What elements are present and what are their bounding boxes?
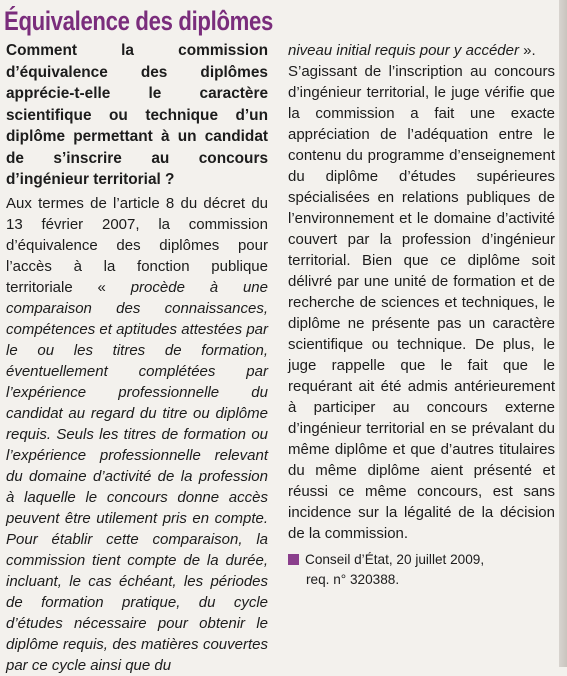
page-edge: [559, 0, 567, 667]
decree-quote-end: niveau initial requis pour y accéder: [288, 42, 519, 59]
left-intro-text: Aux termes de l’article 8 du décret du 13 février 2007, la commission d’équivalence des diplômes pour l’accès à la fonction publique territoriale «: [6, 194, 268, 296]
case-reference: [288, 550, 555, 590]
right-paragraph-body: S’agissant de l’inscription au concours d’ingénieur territorial, le juge vérifie que la commission a fait une exacte appréciation de l’adéquation entre le contenu du programme d’enseignement du diplôme d’études supérieures spécialisées en relations publiques de l’environnement et le domaine d’activité couvert par la profession d’ingénieur territorial. Bien que ce diplôme soit délivré par une unité de formation et de recherche de sciences et techniques, le diplôme ne présente pas un caractère scientifique ou technique. De plus, le juge rappelle que le fait que le requérant ait été admis antérieurement à participer au concours externe d’ingénieur territorial en se prévalant du même diplôme et que d’autres titulaires du même diplôme aient présenté et réussi ce même concours, est sans incidence sur la légalité de la décision de la commission.: [288, 63, 555, 542]
decree-quote-text: procède à une comparaison des connaissances, compétences et aptitudes attestées par le ou les titres de formation, éventuellement complétées par l’expérience professionnelle du candidat au regard du titre ou diplôme requis. Seuls les titres de formation ou l’expérience professionnelle relevant du domaine d’activité de la profession à laquelle le concours donne accès peuvent être utilement pris en compte. Pour établir cette comparaison, la commission tient compte de la durée, incluant, le cas échéant, les périodes de formation pratique, du cycle d’études nécessaire pour obtenir le diplôme requis, des matières couvertes par ce cycle ainsi que du: [6, 278, 268, 674]
reference-line-1: Conseil d’État, 20 juillet 2009,: [305, 552, 485, 567]
left-column: [6, 40, 268, 676]
reference-line-2: req. n° 320388.: [306, 572, 400, 587]
quote-close: ».: [518, 42, 536, 59]
right-paragraph-quote: [288, 40, 555, 61]
article-title: Équivalence des diplômes: [4, 6, 273, 36]
bullet-square-icon: [288, 554, 299, 565]
left-paragraph: [6, 193, 268, 676]
right-column: [288, 40, 555, 590]
question-text: Comment la commission d’équivalence des diplômes apprécie-t-elle le caractère scientifique ou technique d’un diplôme permettant à un candidat de s’inscrire au concours d’ingénieur territorial ?: [6, 42, 268, 188]
